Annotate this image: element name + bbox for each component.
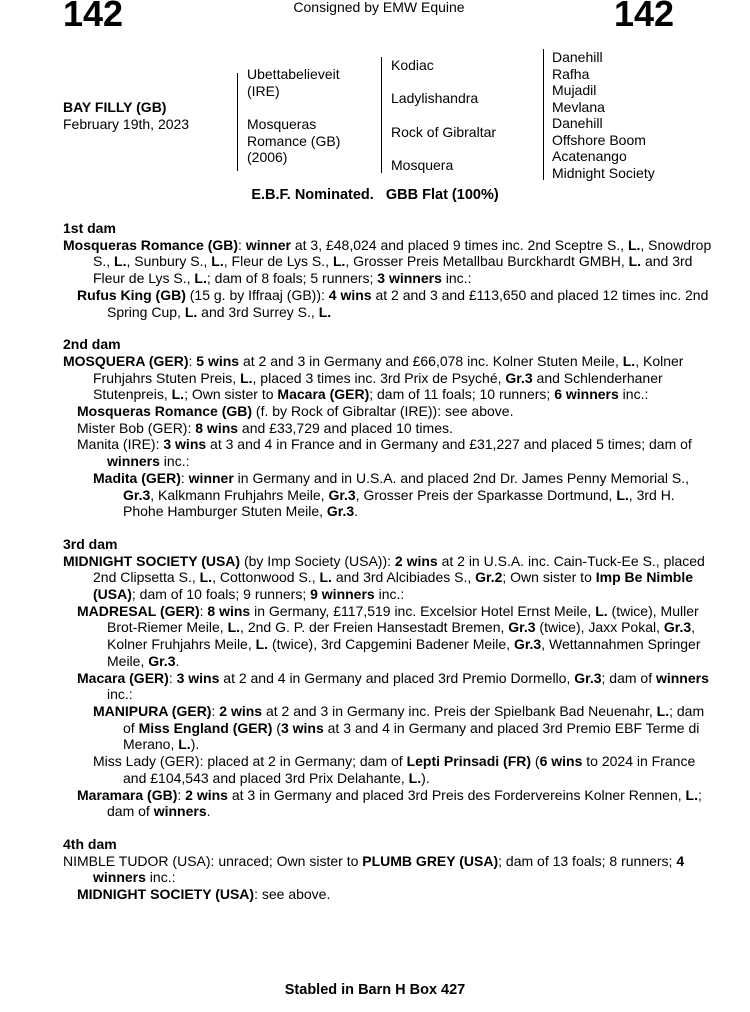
text-run: at 3 in Germany and placed 3rd Preis des Fordervereins Kolner Rennen, [227, 786, 686, 803]
text-run: (15 g. by Iffraaj (GB)): [185, 286, 329, 303]
text-run: at 3, £48,024 and placed 9 times inc. 2nd Sceptre S., [290, 236, 628, 253]
text-run: Manita (IRE): [77, 436, 164, 453]
bold-text: Gr.3 [505, 369, 533, 386]
text-run: ; dam of 13 foals; 8 runners; [498, 852, 677, 869]
text-run: in Germany, £117,519 inc. Excelsior Hotel Ernst Meile, [250, 602, 596, 619]
text-run: at 3 and 4 in Germany and placed 3rd Premio EBF Terme di Merano, [123, 719, 700, 753]
text-run: : [199, 602, 208, 619]
pedigree-gen2-4: Mosquera [391, 157, 454, 173]
bold-text: Gr.2 [475, 569, 503, 586]
section-heading: 3rd dam [63, 535, 118, 552]
pedigree-entry [77, 420, 713, 437]
bold-text: L. [616, 486, 629, 503]
bold-text: L. [114, 253, 127, 270]
bold-text: 3 wins [280, 719, 324, 736]
pedigree-entry [63, 237, 713, 287]
bold-text: Madita (GER) [93, 469, 181, 486]
bold-text: MANIPURA (GER) [93, 702, 212, 719]
bold-text: 8 wins [195, 419, 239, 436]
bold-text: winner [245, 236, 291, 253]
pedigree-entry [77, 886, 713, 903]
text-run: , Fleur de Lys S., [223, 253, 333, 270]
text-run: inc.: [374, 586, 405, 603]
text-run: at 2 and 3 in Germany inc. Preis der Spielbank Bad Neuenahr, [262, 702, 657, 719]
bold-text: Miss England (GER) [138, 719, 273, 736]
section-heading: 1st dam [63, 220, 116, 236]
bold-text: 9 winners [310, 586, 375, 603]
bold-text: 4 winners [93, 852, 685, 886]
bold-text: winners [107, 453, 160, 470]
text-run: ( [531, 753, 540, 770]
text-run: ( [272, 719, 281, 736]
text-run: ; Own sister to [184, 386, 278, 403]
bold-text: 6 winners [554, 386, 619, 403]
bold-text: L. [240, 369, 253, 386]
text-run: at 2 and 4 in Germany and placed 3rd Premio Dormello, [219, 669, 575, 686]
bold-text: Gr.3 [326, 503, 355, 520]
pedigree-entry [77, 287, 713, 320]
text-run: , Kolner Fruhjahrs Meile, [107, 619, 696, 653]
bold-text: Gr.3 [508, 619, 536, 636]
text-run: ; dam of 11 foals; 10 runners; [369, 386, 555, 403]
bold-text: Gr.3 [328, 486, 356, 503]
pedigree-divider-1 [237, 73, 238, 171]
text-run: , Cottonwood S., [212, 569, 320, 586]
text-run: : [180, 469, 189, 486]
bold-text: 3 wins [176, 669, 220, 686]
pedigree-gen2-2: Ladylishandra [391, 90, 479, 106]
text-run: Miss Lady (GER): placed at 2 in Germany; dam of [93, 753, 407, 770]
text-run: ; Own sister to [502, 569, 596, 586]
bold-text: Mosqueras Romance (GB) [63, 236, 239, 253]
bold-text: L. [685, 786, 698, 803]
pedigree-gen3-7: Acatenango [552, 148, 627, 164]
bold-text: L. [199, 569, 213, 586]
pedigree-entry [63, 853, 713, 886]
bold-text: 6 wins [539, 753, 583, 770]
pedigree-gen3-8: Midnight Society [552, 164, 655, 181]
catalogue-content [63, 220, 713, 903]
consignor: Consigned by EMW Equine [293, 0, 465, 15]
text-run: , Sunbury S., [126, 253, 212, 270]
text-run: at 2 in U.S.A. inc. Cain-Tuck-Ee S., placed 2nd Clipsetta S., [93, 552, 705, 586]
pedigree-gen3-3: Mujadil [552, 82, 597, 98]
nomination-line: E.B.F. Nominated. GBB Flat (100%) [251, 187, 499, 203]
text-run: : [188, 352, 197, 369]
text-run: : [211, 702, 220, 719]
text-run: inc.: [159, 453, 190, 470]
text-run: : [177, 786, 186, 803]
pedigree-entry [77, 787, 713, 820]
pedigree-entry [63, 553, 713, 603]
bold-text: L. [332, 253, 346, 270]
text-run: and 3rd Fleur de Lys S., [93, 253, 693, 287]
bold-text: L. [628, 253, 642, 270]
pedigree-gen2-1: Kodiac [391, 57, 434, 73]
bold-text: L. [171, 386, 185, 403]
bold-text: 3 winners [377, 270, 442, 287]
text-run: inc.: [618, 386, 649, 403]
bold-text: Imp Be Nimble (USA) [93, 569, 693, 603]
text-run: and 3rd Alcibiades S., [331, 569, 476, 586]
text-run: , Wettannahmen Springer Meile, [107, 636, 701, 669]
text-run: Mister Bob (GER): [77, 419, 196, 436]
text-run: , Grosser Preis Metallbau Burckhardt GMBH, [345, 253, 629, 270]
stabling-info: Stabled in Barn H Box 427 [284, 982, 466, 998]
text-run: ). [421, 769, 430, 786]
pedigree-sire: Ubettabelieveit (IRE) [247, 66, 340, 99]
bold-text: winner [188, 469, 234, 486]
pedigree-gen3 [552, 49, 655, 181]
bold-text: MIDNIGHT SOCIETY (USA) [77, 886, 255, 903]
bold-text: L. [408, 769, 422, 786]
text-run: , placed 3 times inc. 3rd Prix de Psyché, [252, 369, 506, 386]
bold-text: L. [184, 303, 198, 320]
text-run: . [354, 503, 359, 520]
text-run: : [238, 236, 246, 253]
bold-text: winners [655, 669, 709, 686]
pedigree-entry [93, 703, 713, 753]
text-run: in Germany and in U.S.A. and placed 2nd Dr. James Penny Memorial S., [233, 469, 690, 486]
bold-text: Gr.3 [148, 652, 176, 669]
bold-text: L. [211, 253, 224, 270]
bold-text: PLUMB GREY (USA) [362, 852, 499, 869]
bold-text: 3 wins [163, 436, 207, 453]
text-run: , Grosser Preis der Sparkasse Dortmund, [355, 486, 617, 503]
pedigree-entry [93, 470, 713, 520]
text-run: , Kolner Fruhjahrs Stuten Preis, [93, 352, 684, 386]
bold-text: L. [255, 636, 269, 653]
text-run: inc.: [441, 270, 472, 287]
horse-foaled: February 19th, 2023 [63, 115, 190, 132]
pedigree-gen2-3: Rock of Gibraltar [391, 124, 497, 140]
bold-text: Mosqueras Romance (GB) [77, 403, 253, 420]
bold-text: Gr.3 [574, 669, 602, 686]
bold-text: L. [178, 736, 191, 753]
pedigree-entry [63, 353, 713, 403]
text-run: , Snowdrop S., [93, 236, 712, 270]
bold-text: Macara (GER) [277, 386, 370, 403]
text-run: , 2nd G. P. der Freien Hansestadt Bremen, [240, 619, 509, 636]
section-gap [63, 320, 713, 336]
bold-text: 2 wins [394, 552, 438, 569]
lot-number-right: 142 [614, 0, 675, 34]
bold-text: Gr.3 [123, 486, 151, 503]
horse-info [63, 99, 189, 132]
text-run: inc.: [107, 686, 133, 703]
text-run: . [175, 652, 180, 669]
bold-text: Lepti Prinsadi (FR) [406, 753, 532, 770]
bold-text: 8 wins [207, 602, 251, 619]
text-run: , 3rd H. Phohe Hamburger Stuten Meile, [123, 486, 675, 520]
bold-text: MIDNIGHT SOCIETY (USA) [63, 552, 241, 569]
text-run: NIMBLE TUDOR (USA): unraced; Own sister to [63, 852, 363, 869]
pedigree-entry [77, 670, 713, 703]
text-run: at 2 and 3 and £113,650 and placed 12 times inc. 2nd Spring Cup, [107, 286, 709, 320]
text-run: ). [190, 736, 200, 753]
bold-text: Macara (GER) [77, 669, 169, 686]
bold-text: MOSQUERA (GER) [63, 352, 189, 369]
pedigree-gen3-1: Danehill [552, 49, 603, 65]
bold-text: MADRESAL (GER) [77, 602, 200, 619]
bold-text: 2 wins [219, 702, 263, 719]
bold-text: L. [627, 236, 641, 253]
pedigree-gen3-5: Danehill [552, 115, 603, 131]
bold-text: L. [656, 702, 670, 719]
bold-text: 4 wins [328, 286, 372, 303]
bold-text: L. [194, 270, 207, 287]
lot-number-left: 142 [63, 0, 124, 34]
text-run: (twice), 3rd Capgemini Badener Meile, [268, 636, 514, 653]
bold-text: 5 wins [196, 352, 240, 369]
text-run: (twice), Muller Brot-Riemer Meile, [107, 602, 699, 636]
pedigree-entry [77, 436, 713, 469]
pedigree-entry [93, 753, 713, 786]
text-run: ; dam of [601, 669, 656, 686]
section-heading: 4th dam [63, 835, 117, 852]
bold-text: L. [319, 569, 332, 586]
text-run: and Schlenderhaner Stutenpreis, [93, 369, 663, 403]
pedigree-dam: Mosqueras Romance (GB) (2006) [247, 116, 341, 165]
text-run: ; dam of 8 foals; 5 runners; [206, 270, 378, 287]
text-run: ; dam of [107, 786, 702, 820]
text-run: ; dam of [123, 702, 705, 736]
pedigree-divider-2 [381, 57, 382, 173]
pedigree-gen3-6: Offshore Boom [552, 131, 646, 148]
bold-text: Gr.3 [513, 636, 542, 653]
bold-text: L. [595, 602, 608, 619]
bold-text: Gr.3 [663, 619, 692, 636]
text-run: : [168, 669, 177, 686]
text-run: to 2024 in France and £104,543 and placed 3rd Prix Delahante, [123, 753, 696, 786]
text-run: and 3rd Surrey S., [197, 303, 319, 320]
text-run: , Kalkmann Fruhjahrs Meile, [150, 486, 329, 503]
text-run: at 3 and 4 in France and in Germany and £31,227 and placed 5 times; dam of [206, 436, 692, 453]
pedigree-gen3-4: Mevlana [552, 98, 605, 115]
text-run: : see above. [254, 886, 331, 903]
section-gap [63, 520, 713, 536]
pedigree-gen3-2: Rafha [552, 65, 590, 82]
bold-text: L. [318, 303, 332, 320]
bold-text: winners [153, 803, 207, 820]
bold-text: 2 wins [185, 786, 228, 803]
bold-text: Rufus King (GB) [77, 286, 186, 303]
text-run: ; dam of 10 foals; 9 runners; [131, 586, 311, 603]
section-gap [63, 820, 713, 836]
bold-text: Maramara (GB) [77, 786, 178, 803]
text-run: at 2 and 3 in Germany and £66,078 inc. Kolner Stuten Meile, [239, 352, 623, 369]
text-run: inc.: [145, 869, 176, 886]
pedigree-entry [77, 603, 713, 670]
pedigree-divider-3 [543, 49, 544, 180]
pedigree-entry [77, 403, 713, 420]
bold-text: L. [227, 619, 241, 636]
text-run: (f. by Rock of Gibraltar (IRE)): see above. [252, 403, 514, 420]
text-run: . [206, 803, 211, 820]
horse-description: BAY FILLY (GB) [63, 99, 167, 115]
text-run: (twice), Jaxx Pokal, [535, 619, 664, 636]
text-run: and £33,729 and placed 10 times. [238, 419, 453, 436]
section-heading: 2nd dam [63, 336, 121, 353]
bold-text: L. [622, 352, 636, 369]
text-run: (by Imp Society (USA)): [240, 552, 395, 569]
